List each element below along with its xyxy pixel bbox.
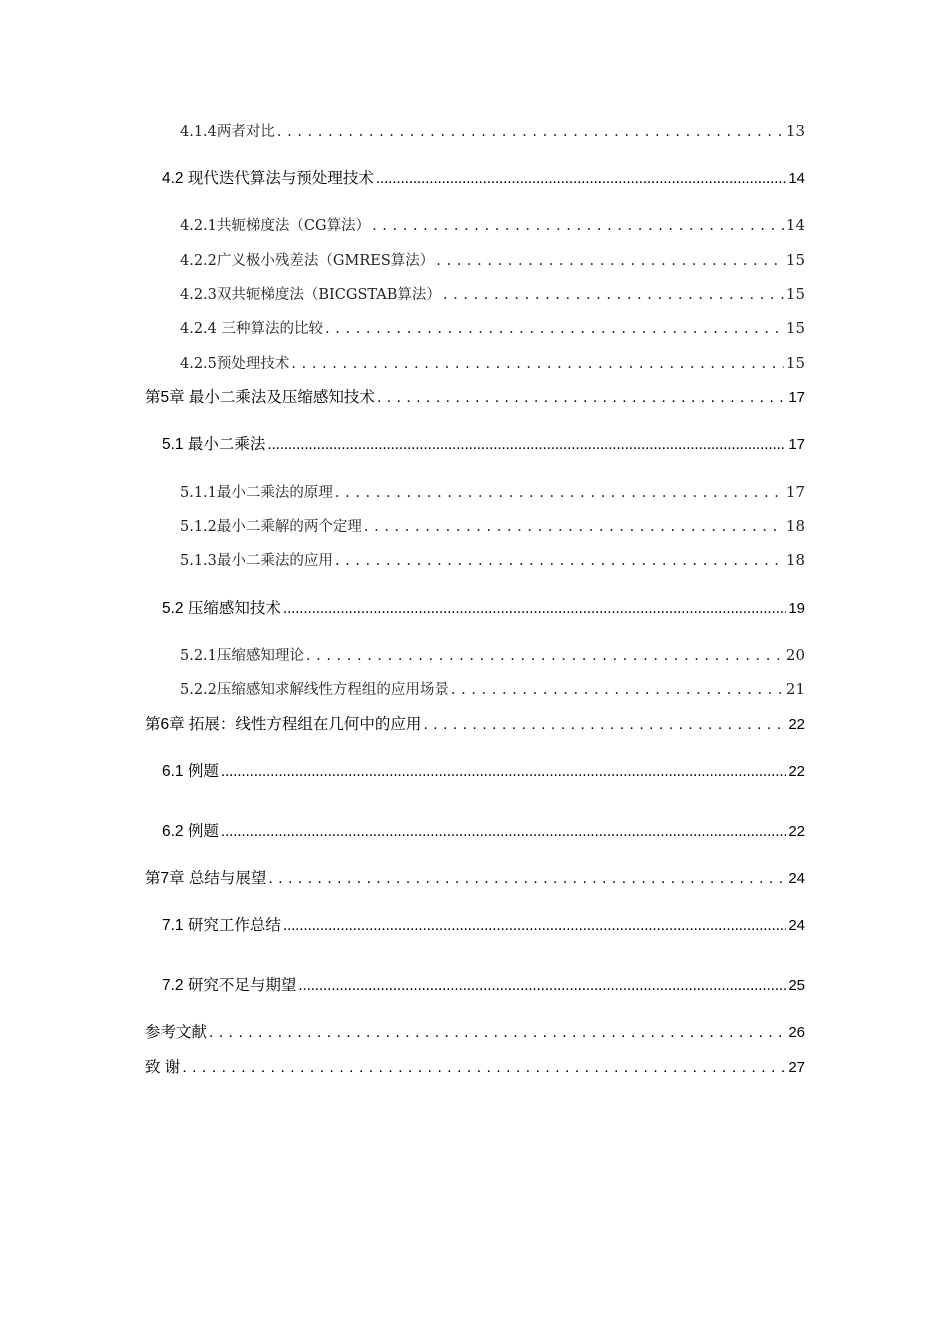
toc-entry-label: 5.1.3最小二乘法的应用 (180, 553, 333, 569)
toc-entry-label: 5.2.1压缩感知理论 (180, 648, 304, 664)
toc-entry-4-2-2[interactable] (180, 249, 805, 270)
toc-page-number: 22 (788, 763, 805, 780)
toc-entry-label: 4.2.1共轭梯度法（CG算法） (180, 218, 371, 234)
toc-entry-4-2-4[interactable] (180, 317, 805, 338)
toc-page-number: 24 (788, 917, 805, 934)
toc-acknowledgements[interactable] (145, 1055, 805, 1077)
toc-chapter-6[interactable] (145, 712, 805, 734)
dot-leader (335, 485, 784, 501)
toc-entry-5-1-2[interactable] (180, 515, 805, 536)
dot-leader (221, 823, 786, 841)
toc-entry-label: 5.1.2最小二乘解的两个定理 (180, 519, 362, 535)
dot-leader (443, 287, 784, 303)
toc-entry-label: 致 谢 (145, 1059, 181, 1076)
toc-page-number: 18 (785, 551, 805, 569)
dot-leader (423, 716, 786, 734)
toc-page-number: 14 (785, 216, 805, 234)
dot-leader (364, 519, 784, 535)
toc-entry-label: 4.2.4 三种算法的比较 (180, 321, 324, 337)
toc-entry-5-1-3[interactable] (180, 549, 805, 570)
dot-leader (325, 321, 784, 337)
dot-leader (376, 170, 786, 188)
toc-page-number: 17 (785, 483, 805, 501)
dot-leader (372, 218, 784, 234)
dot-leader (298, 977, 786, 995)
toc-entry-label: 4.1.4两者对比 (180, 124, 275, 140)
toc-entry-label: 4.2 现代迭代算法与预处理技术 (162, 170, 374, 187)
toc-entry-5-1-1[interactable] (180, 481, 805, 502)
toc-entry-5-2-2[interactable] (180, 678, 805, 699)
dot-leader (436, 253, 784, 269)
toc-entry-7-1[interactable] (162, 913, 805, 935)
toc-page-number: 21 (785, 680, 805, 698)
toc-entry-label: 6.2 例题 (162, 823, 219, 840)
toc-page-number: 22 (788, 823, 805, 840)
toc-page-number: 25 (788, 977, 805, 994)
toc-entry-label: 4.2.3双共轭梯度法（BICGSTAB算法） (180, 287, 441, 303)
toc-page-number: 15 (785, 251, 805, 269)
toc-page-number: 26 (788, 1024, 805, 1041)
toc-entry-5-1[interactable] (162, 432, 805, 454)
dot-leader (283, 600, 786, 618)
dot-leader (277, 124, 784, 140)
toc-entry-label: 7.2 研究不足与期望 (162, 977, 297, 994)
toc-page-number: 24 (788, 870, 805, 887)
toc-page-number: 17 (788, 389, 805, 406)
dot-leader (283, 917, 786, 935)
dot-leader (306, 648, 784, 664)
toc-chapter-7[interactable] (145, 866, 805, 888)
toc-entry-label: 参考文献 (145, 1024, 208, 1041)
toc-entry-7-2[interactable] (162, 973, 805, 995)
dot-leader (268, 870, 786, 888)
toc-entry-label: 5.1 最小二乘法 (162, 436, 266, 453)
toc-page-number: 20 (785, 646, 805, 664)
toc-page-number: 15 (785, 319, 805, 337)
toc-page-number: 15 (785, 285, 805, 303)
toc-entry-5-2-1[interactable] (180, 644, 805, 665)
toc-entry-4-2-3[interactable] (180, 283, 805, 304)
dot-leader (335, 553, 784, 569)
toc-entry-label: 6.1 例题 (162, 763, 219, 780)
toc-entry-label: 5.2.2压缩感知求解线性方程组的应用场景 (180, 682, 449, 698)
toc-entry-4-2[interactable] (162, 166, 805, 188)
toc-page-number: 18 (785, 517, 805, 535)
toc-chapter-5[interactable] (145, 385, 805, 407)
toc-entry-label: 第5章 最小二乘法及压缩感知技术 (145, 389, 375, 406)
dot-leader (451, 682, 784, 698)
toc-page-number: 27 (788, 1059, 805, 1076)
toc-page-number: 13 (785, 122, 805, 140)
toc-page-number: 22 (788, 716, 805, 733)
dot-leader (291, 356, 784, 372)
dot-leader (377, 389, 786, 407)
dot-leader (267, 436, 786, 454)
toc-entry-label: 5.1.1最小二乘法的原理 (180, 485, 333, 501)
dot-leader (209, 1024, 786, 1042)
toc-entry-label: 7.1 研究工作总结 (162, 917, 281, 934)
toc-page-number: 19 (788, 600, 805, 617)
toc-entry-6-1[interactable] (162, 759, 805, 781)
dot-leader (182, 1059, 786, 1077)
toc-page-number: 14 (788, 170, 805, 187)
toc-entry-4-2-5[interactable] (180, 352, 805, 373)
toc-entry-4-2-1[interactable] (180, 214, 805, 235)
toc-entry-label: 5.2 压缩感知技术 (162, 600, 281, 617)
toc-entry-label: 第7章 总结与展望 (145, 870, 267, 887)
toc-entry-4-1-4[interactable] (180, 120, 805, 141)
toc-page-number: 17 (788, 436, 805, 453)
toc-references[interactable] (145, 1020, 805, 1042)
toc-entry-5-2[interactable] (162, 596, 805, 618)
toc-entry-6-2[interactable] (162, 819, 805, 841)
toc-page-number: 15 (785, 354, 805, 372)
toc-entry-label: 第6章 拓展：线性方程组在几何中的应用 (145, 716, 422, 733)
toc-entry-label: 4.2.5预处理技术 (180, 356, 290, 372)
dot-leader (221, 763, 786, 781)
toc-entry-label: 4.2.2广义极小残差法（GMRES算法） (180, 253, 435, 269)
